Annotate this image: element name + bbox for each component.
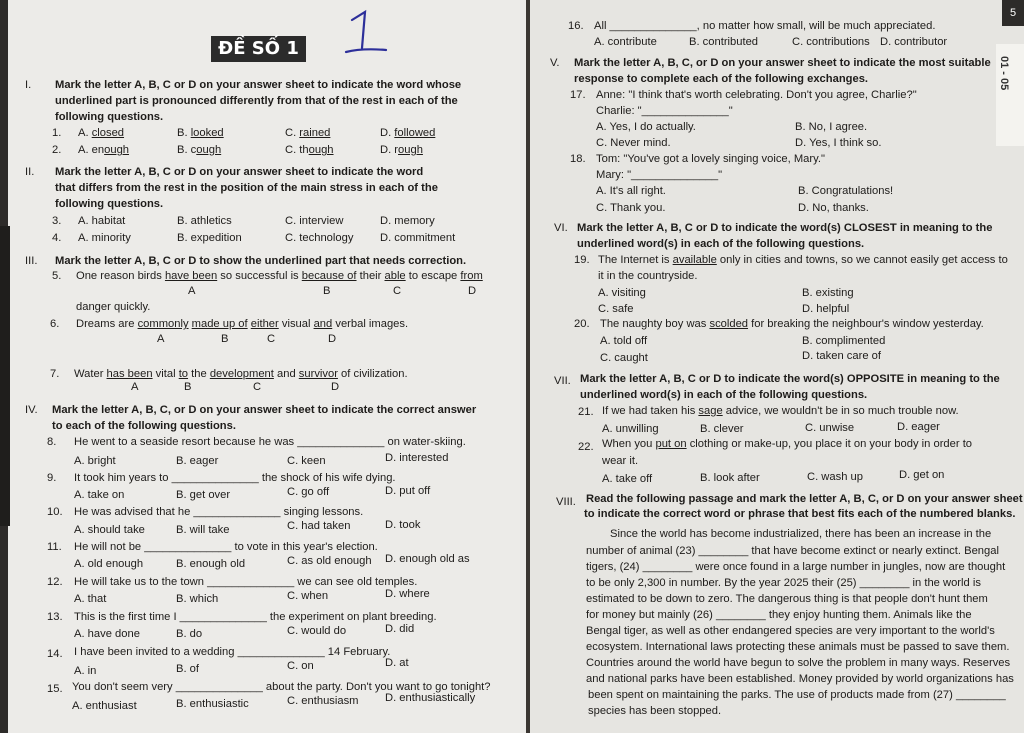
text-line: B. of [176, 663, 200, 675]
text-line: Mark the letter A, B, C, or D on your answer sheet to indicate the correct answer [52, 404, 477, 416]
text-line: IV. [25, 404, 38, 416]
text-line: Mary: "______________" [596, 169, 723, 181]
text-line: 2. [52, 144, 62, 156]
text-line: D. No, thanks. [798, 202, 869, 214]
text-line: C. wash up [807, 471, 863, 483]
text-line: C. caught [600, 352, 648, 364]
text-line: 17. [570, 89, 586, 101]
text-line: B [184, 381, 192, 393]
text-line: C. keen [287, 455, 326, 467]
text-line: A. closed [78, 127, 125, 139]
text-line: II. [25, 166, 35, 178]
text-line: to each of the following questions. [52, 420, 236, 432]
text-line: 20. [574, 318, 590, 330]
text-line: A. bright [74, 455, 116, 467]
text-line: D. at [385, 657, 409, 669]
text-line: Read the following passage and mark the letter A, B, C, or D on your answer sheet [586, 493, 1023, 505]
text-line: Mark the letter A, B, C or D on your answer sheet to indicate the word whose [55, 79, 462, 91]
text-line: following questions. [55, 198, 164, 210]
text-line: B. get over [176, 489, 231, 501]
text-line: The Internet is available only in cities and towns, so we cannot easily get access to [598, 254, 1008, 266]
text-line: C. rained [285, 127, 331, 139]
text-line: D [468, 285, 477, 297]
text-line: C. interview [285, 215, 344, 227]
text-line: C. Thank you. [596, 202, 666, 214]
text-line: D. taken care of [802, 350, 881, 362]
text-line: All ______________, no matter how small, will be much appreciated. [594, 20, 936, 32]
text-line: I have been invited to a wedding ______________ 14 February. [74, 646, 391, 658]
text-line: B. eager [176, 455, 219, 467]
text-line: 9. [47, 472, 57, 484]
text-line: A. should take [74, 524, 145, 536]
page-edge-dark [0, 226, 10, 526]
text-line: C. Never mind. [596, 137, 671, 149]
text-line: B. enthusiastic [176, 698, 249, 710]
text-line: A. told off [600, 335, 648, 347]
text-line: C. technology [285, 232, 354, 244]
text-line: that differs from the rest in the position of the main stress in each of the [55, 182, 438, 194]
text-line: A. in [74, 665, 97, 677]
text-line: When you put on clothing or make-up, you place it on your body in order to [602, 438, 973, 450]
text-line: D [331, 381, 340, 393]
text-line: C [393, 285, 402, 297]
text-line: Charlie: "______________" [596, 105, 733, 117]
text-line: 1. [52, 127, 62, 139]
text-line: B. athletics [177, 215, 232, 227]
text-line: D. memory [380, 215, 435, 227]
text-line: to be only 2,300 in number. By the year 2025 their (25) ________ in the world is [586, 577, 981, 589]
text-line: tigers, (24) ________ were once found in a large number in jungles, now are thought [586, 561, 1006, 573]
text-line: B. will take [176, 524, 230, 536]
text-line: 15. [47, 683, 63, 695]
text-line: Anne: "I think that's worth celebrating. Don't you agree, Charlie?" [596, 89, 917, 101]
text-line: D. followed [380, 127, 436, 139]
text-line: species has been stopped. [588, 705, 722, 717]
text-line: VII. [554, 375, 571, 387]
text-line: A. visiting [598, 287, 646, 299]
text-line: 22. [578, 441, 594, 453]
text-line: VIII. [556, 496, 576, 508]
text-line: Countries around the world have begun to solve the problem in many ways. Reserves [586, 657, 1011, 669]
text-line: B. which [176, 593, 219, 605]
text-line: A [157, 333, 165, 345]
text-line: A [131, 381, 139, 393]
text-line: D. helpful [802, 303, 850, 315]
text-line: D. Yes, I think so. [795, 137, 882, 149]
text-line: B. expedition [177, 232, 242, 244]
text-line: 13. [47, 611, 63, 623]
text-line: C [267, 333, 276, 345]
text-line: If we had taken his sage advice, we wouldn't be in so much trouble now. [602, 405, 959, 417]
text-line: 4. [52, 232, 62, 244]
text-line: 16. [568, 20, 584, 32]
text-line: C. go off [287, 486, 330, 498]
text-line: Since the world has become industrialized, there has been an increase in the [610, 528, 992, 540]
text-line: This is the first time I ______________ the experiment on plant breeding. [74, 611, 437, 623]
text-line: C. contributions [792, 36, 870, 48]
text-line: D. enthusiastically [385, 692, 476, 704]
text-line: V. [550, 57, 560, 69]
text-line: B [221, 333, 229, 345]
text-line: C. though [285, 144, 334, 156]
text-line: B [323, 285, 331, 297]
text-line: D. where [385, 588, 430, 600]
text-line: B. contributed [689, 36, 759, 48]
text-line: wear it. [602, 455, 639, 467]
text-line: A. contribute [594, 36, 657, 48]
text-line: estimated to be down to zero. The dangerous thing is that people don't hunt them [586, 593, 988, 605]
text-line: He will not be ______________ to vote in this year's election. [74, 541, 378, 553]
text-line: D. took [385, 519, 421, 531]
handwritten-number [332, 8, 392, 58]
text-line: B. look after [700, 472, 760, 484]
text-line: III. [25, 255, 38, 267]
text-line: A. that [74, 593, 107, 605]
text-line: 6. [50, 318, 60, 330]
text-line: 3. [52, 215, 62, 227]
text-line: I. [25, 79, 32, 91]
text-line: B. existing [802, 287, 854, 299]
text-line: A. take off [602, 473, 653, 485]
text-line: C. when [287, 590, 329, 602]
right-page [530, 0, 1024, 733]
text-line: D. put off [385, 485, 431, 497]
text-line: Mark the letter A, B, C or D on your answer sheet to indicate the word [55, 166, 424, 178]
text-line: He went to a seaside resort because he was ______________ on water-skiing. [74, 436, 466, 448]
text-line: and national parks have been established. Money provided by world organizations has [586, 673, 1014, 685]
text-line: VI. [554, 222, 568, 234]
text-line: underlined word(s) in each of the following questions. [580, 389, 868, 401]
text-line: it in the countryside. [598, 270, 698, 282]
text-line: C. would do [287, 625, 347, 637]
text-line: A. Yes, I do actually. [596, 121, 696, 133]
text-line: to indicate the correct word or phrase that best fits each of the numbered blanks. [584, 508, 1016, 520]
text-line: He will take us to the town ______________ we can see old temples. [74, 576, 418, 588]
text-line: A. minority [78, 232, 131, 244]
text-line: D [328, 333, 337, 345]
exam-title: ĐỀ SỐ 1 [211, 36, 306, 62]
text-line: underlined word(s) in each of the following questions. [577, 238, 865, 250]
text-line: D. did [385, 623, 415, 635]
text-line: One reason birds have been so successful is because of their able to escape from [76, 270, 483, 282]
text-line: C. unwise [805, 422, 855, 434]
text-line: 11. [47, 541, 62, 553]
text-line: Mark the letter A, B, C or D to indicate the word(s) OPPOSITE in meaning to the [580, 373, 1000, 385]
text-line: A. enough [78, 144, 130, 156]
text-line: following questions. [55, 111, 164, 123]
text-line: A. habitat [78, 215, 126, 227]
text-line: B. No, I agree. [795, 121, 868, 133]
text-line: D. contributor [880, 36, 948, 48]
text-line: B. do [176, 628, 203, 640]
text-line: 8. [47, 436, 57, 448]
text-line: ecosystem. International laws protecting these animals must be passed to save them. [586, 641, 1010, 653]
text-line: danger quickly. [76, 301, 151, 313]
text-line: D. get on [899, 469, 945, 481]
text-line: 12. [47, 576, 63, 588]
text-line: A. enthusiast [72, 700, 137, 712]
text-line: Tom: "You've got a lovely singing voice, Mary." [596, 153, 825, 165]
text-line: Bengal tiger, as well as other endangered species are very important to the world's [586, 625, 995, 637]
text-line: C [253, 381, 262, 393]
text-line: A. have done [74, 628, 140, 640]
text-line: Mark the letter A, B, C, or D on your answer sheet to indicate the most suitable [574, 57, 991, 69]
text-line: A. It's all right. [596, 185, 666, 197]
page-number: 5 [1002, 0, 1024, 26]
text-line: B. cough [177, 144, 222, 156]
text-line: C. enthusiasm [287, 695, 359, 707]
text-line: C. safe [598, 303, 634, 315]
text-line: D. eager [897, 421, 940, 433]
text-line: response to complete each of the following exchanges. [574, 73, 869, 85]
text-line: 18. [570, 153, 586, 165]
text-line: Dreams are commonly made up of either visual and verbal images. [76, 318, 409, 330]
text-line: D. interested [385, 452, 449, 464]
text-line: D. enough old as [385, 553, 470, 565]
side-tab: 01 - 05 [996, 44, 1024, 146]
text-line: Mark the letter A, B, C or D to indicate the word(s) CLOSEST in meaning to the [577, 222, 993, 234]
text-line: 14. [47, 648, 63, 660]
text-line: number of animal (23) ________ that have become extinct or nearly extinct. Bengal [586, 545, 999, 557]
text-line: 7. [50, 368, 60, 380]
text-line: been spent on maintaining the parks. The use of products made from (27) ________ [588, 689, 1006, 701]
text-line: A. take on [74, 489, 125, 501]
text-line: C. as old enough [287, 555, 372, 567]
text-line: A [188, 285, 196, 297]
text-line: 5. [52, 270, 62, 282]
text-line: A. old enough [74, 558, 144, 570]
text-line: B. enough old [176, 558, 246, 570]
text-line: You don't seem very ______________ about the party. Don't you want to go tonight? [72, 681, 491, 693]
text-line: D. commitment [380, 232, 456, 244]
text-line: It took him years to ______________ the shock of his wife dying. [74, 472, 396, 484]
text-line: Mark the letter A, B, C or D to show the underlined part that needs correction. [55, 255, 467, 267]
text-line: for money but mainly (26) ________ they enjoy hunting them. Animals like the [586, 609, 972, 621]
text-line: Water has been vital to the development and survivor of civilization. [74, 368, 408, 380]
text-line: C. had taken [287, 520, 351, 532]
text-line: B. Congratulations! [798, 185, 894, 197]
text-line: 10. [47, 506, 63, 518]
text-line: 21. [578, 406, 594, 418]
text-line: C. on [287, 660, 314, 672]
text-line: D. rough [380, 144, 423, 156]
text-line: B. clever [700, 423, 744, 435]
text-line: B. looked [177, 127, 224, 139]
text-line: A. unwilling [602, 423, 659, 435]
text-line: The naughty boy was scolded for breaking the neighbour's window yesterday. [600, 318, 984, 330]
text-line: 19. [574, 254, 590, 266]
text-line: He was advised that he ______________ singing lessons. [74, 506, 364, 518]
text-line: B. complimented [802, 335, 886, 347]
text-line: underlined part is pronounced differently from that of the rest in each of the [55, 95, 458, 107]
